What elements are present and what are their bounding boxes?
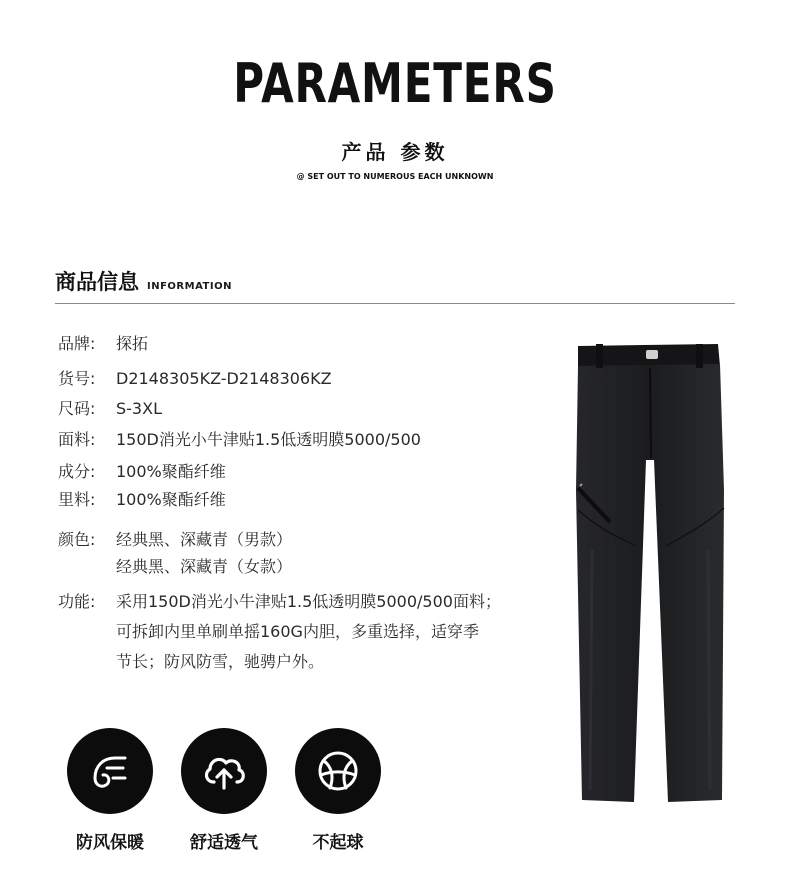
spec-label: 功能:: [58, 592, 96, 611]
feature-label: 舒适透气: [190, 833, 258, 853]
spec-value: 探拓: [116, 334, 149, 353]
spec-row-size: [58, 399, 162, 419]
function-line: 可拆卸内里单刷单摇160G内胆，多重选择，适穿季: [116, 622, 479, 641]
feature-breathable: [174, 728, 274, 853]
wind-icon: [87, 748, 133, 794]
ball-icon: [314, 747, 362, 795]
spec-row-lining: [58, 490, 226, 510]
spec-label: 颜色:: [58, 530, 96, 549]
spec-row-colors: [58, 526, 292, 580]
spec-value-list: [116, 526, 292, 580]
section-title-en: INFORMATION: [147, 281, 232, 292]
feature-label: 不起球: [312, 833, 364, 853]
spec-label: 里料:: [58, 490, 96, 509]
feature-list: [60, 728, 400, 868]
spec-value: 100%聚酯纤维: [116, 462, 226, 481]
function-line: 采用150D消光小牛津贴1.5低透明膜5000/500面料；: [116, 592, 501, 611]
spec-label: 尺码:: [58, 399, 96, 418]
spec-value: S-3XL: [116, 399, 162, 418]
product-image: [570, 340, 730, 805]
spec-row-fabric: [58, 430, 421, 450]
feature-icon-badge: [181, 728, 267, 814]
section-title-cn: 商品信息: [55, 270, 139, 294]
spec-value: 150D消光小牛津贴1.5低透明膜5000/500: [116, 430, 421, 449]
section-divider: [55, 303, 735, 304]
cloud-upload-icon: [199, 746, 249, 796]
function-line: 节长；防风防雪，驰骋户外。: [116, 652, 325, 671]
trousers-illustration: [570, 340, 730, 805]
color-line: 经典黑、深藏青（男款）: [116, 530, 293, 549]
feature-label: 防风保暖: [76, 833, 144, 853]
spec-row-sku: [58, 369, 332, 389]
feature-windproof: [60, 728, 160, 853]
page-title: PARAMETERS: [233, 52, 557, 115]
spec-row-function: [58, 587, 501, 677]
spec-label: 货号:: [58, 369, 96, 388]
spec-value: D2148305KZ-D2148306KZ: [116, 369, 332, 388]
spec-label: 成分:: [58, 462, 96, 481]
section-header: [55, 266, 232, 296]
spec-label: 品牌:: [58, 334, 96, 353]
spec-label: 面料:: [58, 430, 96, 449]
page-subtitle-cn: 产品 参数: [341, 140, 449, 164]
feature-anti-pilling: [288, 728, 388, 853]
spec-value-list: [116, 587, 501, 677]
feature-icon-badge: [295, 728, 381, 814]
spec-row-composition: [58, 462, 226, 482]
spec-value: 100%聚酯纤维: [116, 490, 226, 509]
feature-icon-badge: [67, 728, 153, 814]
spec-row-brand: [58, 334, 148, 354]
page-subtitle-en: @ SET OUT TO NUMEROUS EACH UNKNOWN: [296, 172, 494, 181]
color-line: 经典黑、深藏青（女款）: [116, 557, 293, 576]
